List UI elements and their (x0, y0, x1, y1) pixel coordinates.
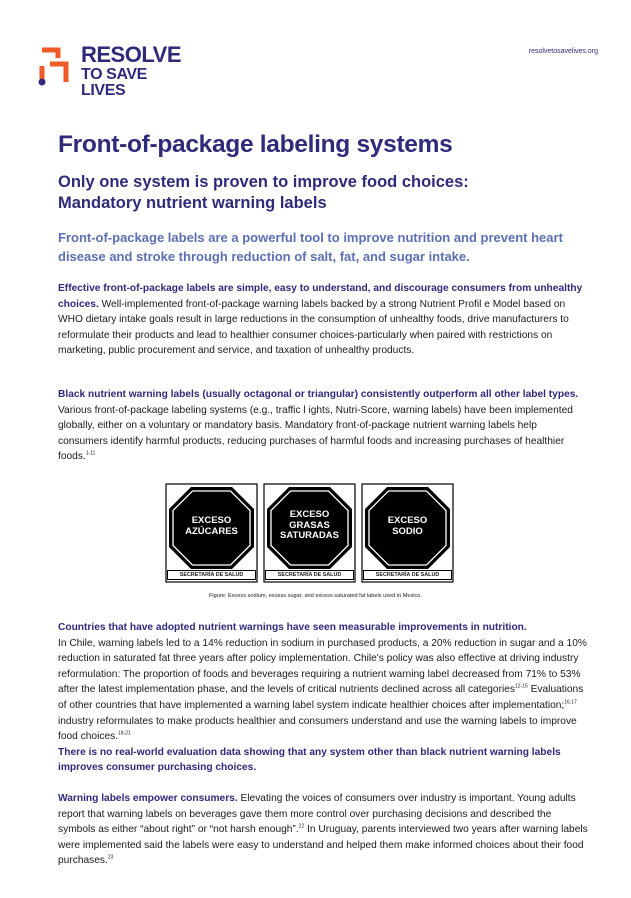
label-nutrient: AZÚCARES (185, 525, 238, 537)
paragraph-lead: Warning labels empower consumers. (58, 793, 238, 804)
citation: 22 (298, 823, 305, 830)
paragraph-body: In Chile, warning labels led to a 14% reduction in sodium in purchased products, a 20% reduction in sugar and a 10% reduction in saturated fat three years after policy implementation. Chile's policy was also effective at driving industry reformulation: The proportion of foods and beverages requiring a nutrient warning label decreased from 71% to 53% after the latest implementation phase, and the levels of critical nutrients declined across all categories (58, 637, 587, 696)
page-title: Front-of-package labeling systems (58, 131, 453, 158)
label-nutrient-2: SATURADAS (280, 530, 339, 541)
resolve-logo[interactable] (38, 42, 182, 99)
warning-label-sodium (361, 483, 454, 583)
citation: 1-11 (85, 450, 96, 457)
logo-mark-icon (38, 46, 76, 86)
paragraph-body: Well-implemented front-of-package warning labels backed by a strong Nutrient Profil e Model based on WHO dietary intake goals result in large reductions in the consumption of unhealthy foods, drive manufacturers to reformulate their products and lead to healthier consumer choices-particularly when paired with restrictions on marketing, public procurement and service, and taxation of unhealthy products. (58, 298, 569, 357)
warning-labels-figure (165, 483, 455, 583)
page-header (38, 42, 598, 99)
page-subtitle (58, 172, 578, 214)
label-agency: SECRETARÍA DE SALUD (363, 570, 452, 580)
logo-wordmark-bottom: TO SAVE LIVES (81, 66, 147, 99)
label-nutrient: SODIO (392, 525, 423, 537)
site-url-link[interactable]: resolvetosavelives.org (528, 48, 598, 55)
label-agency: SECRETARÍA DE SALUD (265, 570, 354, 580)
warning-label-saturated-fat (263, 483, 356, 583)
label-word: EXCESO (289, 509, 330, 520)
label-word: EXCESO (191, 515, 232, 526)
label-nutrient: GRASAS (289, 519, 330, 531)
label-word: EXCESO (387, 515, 428, 526)
paragraph-body-2: Evaluations of other countries that have implemented a warning label system indicate healthier choices after implementation; (58, 684, 584, 711)
paragraph-lead: Countries that have adopted nutrient warnings have seen measurable improvements in nutrition. (58, 622, 527, 633)
paragraph-body-2: In Uruguay, parents interviewed two years after warning labels were implemented said the labels were easy to understand and helped them make informed choices about their food purchases. (58, 824, 588, 867)
label-agency: SECRETARÍA DE SALUD (167, 570, 256, 580)
paragraph-body: Elevating the voices of consumers over industry is important. Young adults report that warning labels on beverages gave them more control over purchasing decisions and described the symbols as either “about right” or “not harsh enough”. (58, 793, 576, 836)
paragraph-lead: Effective front-of-package labels are simple, easy to understand, and discourage consumers from unhealthy choices. (58, 283, 583, 310)
paragraph-body: Various front-of-package labeling systems (e.g., traffic l ights, Nutri-Score, warning labels) have been implemented globally, either on a voluntary or mandatory basis. Mandatory front-of-package nutrient warning labels help consumers identify harmful products, reducing purchases of harmful foods and increasing purchases of healthier foods. (58, 404, 573, 463)
citation: 12-15 (515, 683, 528, 690)
citation: 16,17 (564, 699, 577, 706)
citation: 23 (107, 854, 114, 861)
paragraph-lead: Black nutrient warning labels (usually octagonal or triangular) consistently outperform all other label types. (58, 389, 579, 400)
paragraph-measurable-improvements (58, 620, 588, 776)
lede-paragraph: Front-of-package labels are a powerful tool to improve nutrition and prevent heart disease and stroke through reduction of salt, fat, and sugar intake. (58, 230, 563, 264)
figure-caption: Figure: Excess sodium, excess sugar, and excess saturated fat labels used in Mexico. (209, 593, 422, 599)
logo-wordmark-top: RESOLVE (81, 42, 182, 67)
citation: 18-21 (118, 730, 131, 737)
paragraph-empower-consumers (58, 791, 588, 869)
subtitle-line-2: Mandatory nutrient warning labels (58, 194, 327, 212)
paragraph-body-3: industry reformulates to make products healthier and consumers understand and use the warning labels to improve food choices. (58, 715, 577, 743)
paragraph-effective-labels (58, 281, 588, 359)
warning-label-sugar (165, 483, 258, 583)
subtitle-line-1: Only one system is proven to improve food choices: (58, 173, 469, 191)
paragraph-emphasis: There is no real-world evaluation data showing that any system other than black nutrient warning labels improves consumer purchasing choices. (58, 746, 561, 774)
paragraph-black-warnings (58, 387, 588, 465)
